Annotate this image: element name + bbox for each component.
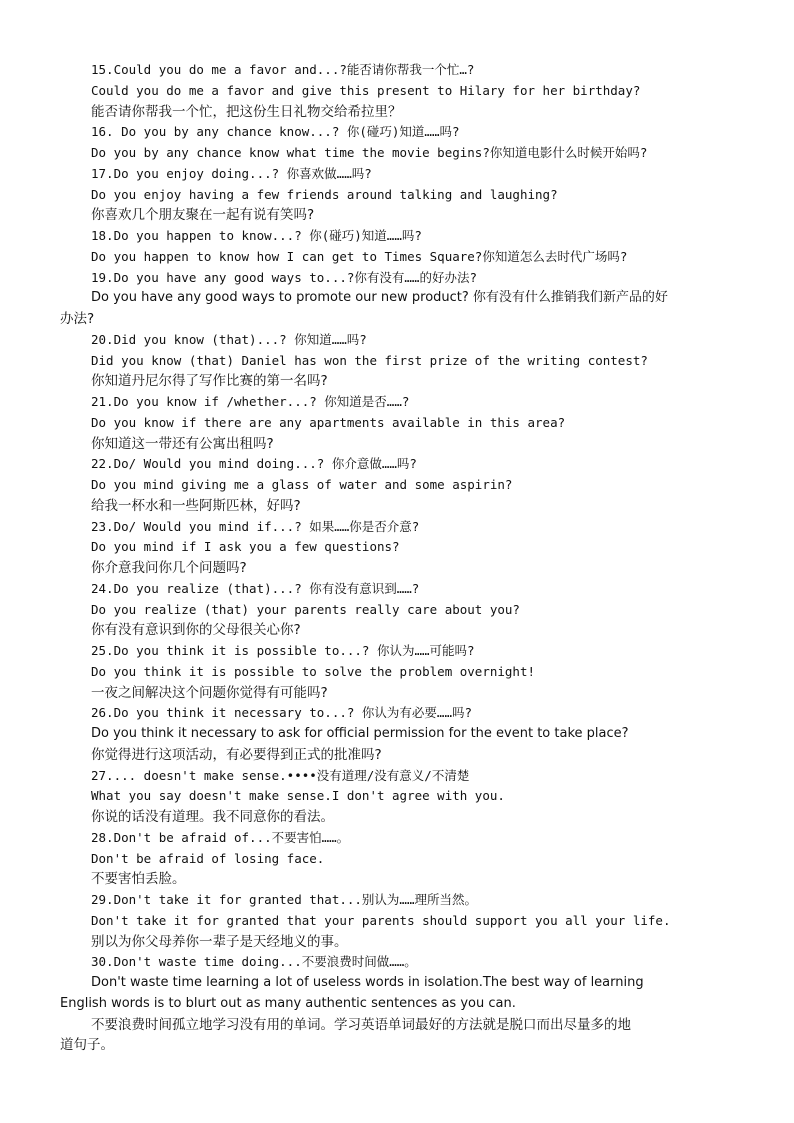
text-line: Do you enjoy having a few friends around talking and laughing? xyxy=(91,186,558,202)
text-line: 你知道这一带还有公寓出租吗? xyxy=(91,435,274,452)
text-line: 15.Could you do me a favor and...?能否请你帮我一个忙…? xyxy=(91,62,475,77)
text-line: Do you by any chance know what time the movie begins?你知道电影什么时候开始吗? xyxy=(91,145,648,160)
text-line: 别以为你父母养你一辈子是天经地义的事。 xyxy=(91,933,348,950)
text-line: English words is to blurt out as many authentic sentences as you can. xyxy=(60,995,516,1011)
text-line: Do you know if there are any apartments available in this area? xyxy=(91,414,566,430)
text-line: 30.Don't waste time doing...不要浪费时间做……。 xyxy=(91,954,417,970)
text-line: 29.Don't take it for granted that...别认为……理所当然。 xyxy=(91,892,477,907)
text-line: Do you think it is possible to solve the problem overnight! xyxy=(91,663,536,679)
text-line: 办法? xyxy=(60,311,95,327)
text-line: 28.Don't be afraid of...不要害怕……。 xyxy=(91,829,350,845)
text-line: Could you do me a favor and give this present to Hilary for her birthday? xyxy=(91,82,641,98)
text-line: 27.... doesn't make sense.••••没有道理/没有意义/不清楚 xyxy=(91,767,470,783)
text-line: 你有没有意识到你的父母很关心你? xyxy=(91,622,301,639)
text-line: Do you mind if I ask you a few questions? xyxy=(91,539,400,555)
text-line: 17.Do you enjoy doing...? 你喜欢做……吗? xyxy=(91,165,372,181)
text-line: 你觉得进行这项活动，有必要得到正式的批准吗? xyxy=(91,746,382,763)
text-line: 你说的话没有道理。我不同意你的看法。 xyxy=(91,809,334,825)
text-line: Don't take it for granted that your parents should support you all your life. xyxy=(91,912,671,928)
text-line: 26.Do you think it necessary to...? 你认为有必要……吗? xyxy=(91,705,473,721)
document-page xyxy=(0,60,794,1056)
text-line: 你介意我问你几个问题吗? xyxy=(91,560,247,576)
text-line: Do you mind giving me a glass of water and some aspirin? xyxy=(91,477,513,492)
text-line: 给我一杯水和一些阿斯匹林，好吗? xyxy=(91,497,301,514)
text-line: Don't waste time learning a lot of useless words in isolation.The best way of learning xyxy=(91,975,644,990)
text-line: 不要害怕丢脸。 xyxy=(91,871,186,888)
text-line: 你喜欢几个朋友聚在一起有说有笑吗? xyxy=(91,207,315,224)
text-line: 一夜之间解决这个问题你觉得有可能吗? xyxy=(91,684,328,701)
text-line: 不要浪费时间孤立地学习没有用的单词。学习英语单词最好的方法就是脱口而出尽量多的地 xyxy=(91,1016,631,1033)
text-line: 你知道丹尼尔得了写作比赛的第一名吗? xyxy=(91,373,328,390)
text-line: Did you know (that) Daniel has won the first prize of the writing contest? xyxy=(91,352,648,368)
text-line: 22.Do/ Would you mind doing...? 你介意做……吗? xyxy=(91,456,417,472)
text-line: 能否请你帮我一个忙，把这份生日礼物交给希拉里？ xyxy=(91,103,402,120)
text-line: 21.Do you know if /whether...? 你知道是否……? xyxy=(91,394,410,409)
text-line: 18.Do you happen to know...? 你(碰巧)知道……吗? xyxy=(91,228,422,243)
text-line: 24.Do you realize (that)...? 你有没有意识到……? xyxy=(91,580,420,596)
text-line: 道句子。 xyxy=(60,1037,114,1054)
text-line: Do you realize (that) your parents really care about you? xyxy=(91,601,520,617)
text-line: Do you think it necessary to ask for official permission for the event to take place? xyxy=(91,726,629,741)
text-line: Don't be afraid of losing face. xyxy=(91,850,325,866)
text-line: 25.Do you think it is possible to...? 你认为……可能吗? xyxy=(91,643,475,658)
text-line: 23.Do/ Would you mind if...? 如果……你是否介意? xyxy=(91,518,420,534)
text-line: What you say doesn't make sense.I don't agree with you. xyxy=(91,788,505,804)
text-line: Do you have any good ways to promote our new product? 你有没有什么推销我们新产品的好 xyxy=(91,290,668,306)
text-line: 20.Did you know (that)...? 你知道……吗? xyxy=(91,331,367,347)
text-line: Do you happen to know how I can get to Times Square?你知道怎么去时代广场吗? xyxy=(91,248,628,264)
text-line: 19.Do you have any good ways to...?你有没有……的好办法? xyxy=(91,269,477,285)
text-line: 16. Do you by any chance know...? 你(碰巧)知道……吗? xyxy=(91,124,460,140)
